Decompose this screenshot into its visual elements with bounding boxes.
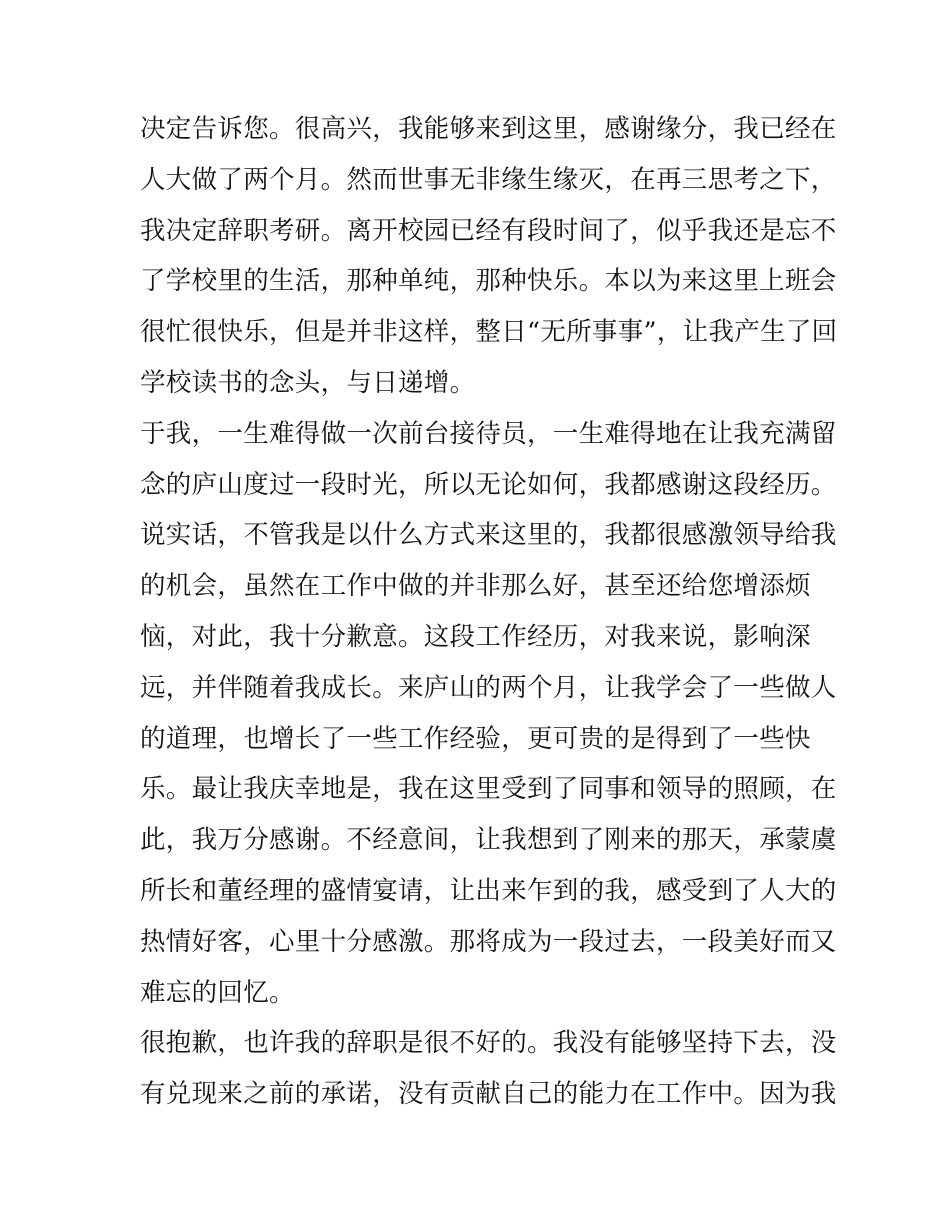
letter-body-text	[140, 104, 838, 1120]
text-line-4: 了学校里的生活，那种单纯，那种快乐。本以为来这里上班会	[140, 266, 837, 297]
text-line-9: 说实话，不管我是以什么方式来这里的，我都很感激领导给我	[140, 520, 837, 551]
text-line-15: 此，我万分感谢。不经意间，让我想到了刚来的那天，承蒙虞	[140, 825, 837, 856]
text-line-20: 有兑现来之前的承诺，没有贡献自己的能力在工作中。因为我	[140, 1079, 837, 1110]
text-line-5: 很忙很快乐，但是并非这样，整日“无所事事”，让我产生了回	[140, 317, 838, 348]
text-line-7: 于我，一生难得做一次前台接待员，一生难得地在让我充满留	[140, 418, 837, 449]
text-line-13: 的道理，也增长了一些工作经验，更可贵的是得到了一些快	[140, 723, 811, 754]
text-line-1: 决定告诉您。很高兴，我能够来到这里，感谢缘分，我已经在	[140, 114, 837, 144]
text-line-12: 远，并伴随着我成长。来庐山的两个月，让我学会了一些做人	[140, 672, 837, 703]
text-line-8: 念的庐山度过一段时光，所以无论如何，我都感谢这段经历。	[140, 469, 837, 500]
text-line-2: 人大做了两个月。然而世事无非缘生缘灭，在再三思考之下，	[140, 164, 837, 195]
text-line-10: 的机会，虽然在工作中做的并非那么好，甚至还给您增添烦	[140, 571, 811, 602]
text-line-17: 热情好客，心里十分感激。那将成为一段过去，一段美好而又	[140, 926, 837, 957]
text-line-6: 学校读书的念头，与日递增。	[140, 367, 476, 398]
text-line-3: 我决定辞职考研。离开校园已经有段时间了，似乎我还是忘不	[140, 215, 837, 246]
text-line-14: 乐。最让我庆幸地是，我在这里受到了同事和领导的照顾，在	[140, 774, 837, 805]
text-line-11: 恼，对此，我十分歉意。这段工作经历，对我来说，影响深	[140, 621, 811, 652]
text-line-19: 很抱歉，也许我的辞职是很不好的。我没有能够坚持下去，没	[140, 1028, 837, 1059]
text-line-18: 难忘的回忆。	[140, 977, 295, 1008]
text-line-16: 所长和董经理的盛情宴请，让出来乍到的我，感受到了人大的	[140, 875, 837, 906]
